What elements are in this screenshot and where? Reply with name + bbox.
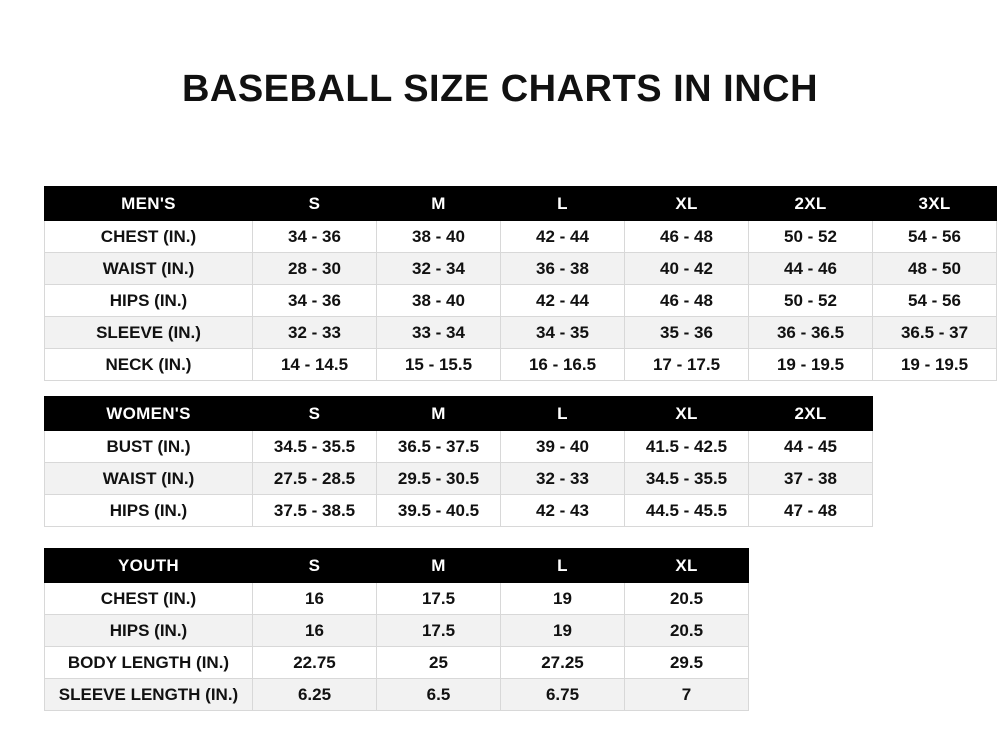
- cell: 46 - 48: [625, 285, 749, 317]
- cell: 38 - 40: [377, 221, 501, 253]
- cell: 19 - 19.5: [873, 349, 997, 381]
- column-header-s: S: [253, 187, 377, 221]
- cell: 6.75: [501, 679, 625, 711]
- youth-size-table: [44, 548, 749, 711]
- cell: 32 - 34: [377, 253, 501, 285]
- cell: 54 - 56: [873, 285, 997, 317]
- row-label: WAIST (IN.): [45, 463, 253, 495]
- column-header-m: M: [377, 549, 501, 583]
- table-row: [45, 317, 997, 349]
- cell: 50 - 52: [749, 285, 873, 317]
- cell: 16: [253, 615, 377, 647]
- mens-size-table-block: [44, 186, 997, 381]
- column-header-l: L: [501, 397, 625, 431]
- column-header-category: MEN'S: [45, 187, 253, 221]
- column-header-m: M: [377, 397, 501, 431]
- row-label: NECK (IN.): [45, 349, 253, 381]
- cell: 32 - 33: [253, 317, 377, 349]
- table-header-row: [45, 397, 873, 431]
- cell: 16: [253, 583, 377, 615]
- cell: 20.5: [625, 583, 749, 615]
- cell: 34.5 - 35.5: [253, 431, 377, 463]
- cell: 15 - 15.5: [377, 349, 501, 381]
- cell: 35 - 36: [625, 317, 749, 349]
- cell: 28 - 30: [253, 253, 377, 285]
- mens-size-table: [44, 186, 997, 381]
- row-label: CHEST (IN.): [45, 583, 253, 615]
- cell: 48 - 50: [873, 253, 997, 285]
- cell: 17.5: [377, 615, 501, 647]
- cell: 6.25: [253, 679, 377, 711]
- row-label: BODY LENGTH (IN.): [45, 647, 253, 679]
- column-header-xl: XL: [625, 187, 749, 221]
- table-row: [45, 679, 749, 711]
- table-row: [45, 495, 873, 527]
- column-header-2xl: 2XL: [749, 397, 873, 431]
- cell: 38 - 40: [377, 285, 501, 317]
- cell: 42 - 43: [501, 495, 625, 527]
- cell: 25: [377, 647, 501, 679]
- column-header-3xl: 3XL: [873, 187, 997, 221]
- column-header-l: L: [501, 549, 625, 583]
- cell: 27.5 - 28.5: [253, 463, 377, 495]
- table-row: [45, 253, 997, 285]
- cell: 54 - 56: [873, 221, 997, 253]
- cell: 17 - 17.5: [625, 349, 749, 381]
- column-header-m: M: [377, 187, 501, 221]
- cell: 42 - 44: [501, 285, 625, 317]
- column-header-xl: XL: [625, 549, 749, 583]
- table-row: [45, 583, 749, 615]
- table-row: [45, 647, 749, 679]
- cell: 6.5: [377, 679, 501, 711]
- cell: 19: [501, 615, 625, 647]
- cell: 19: [501, 583, 625, 615]
- table-row: [45, 285, 997, 317]
- cell: 33 - 34: [377, 317, 501, 349]
- cell: 44 - 45: [749, 431, 873, 463]
- cell: 32 - 33: [501, 463, 625, 495]
- row-label: SLEEVE (IN.): [45, 317, 253, 349]
- cell: 47 - 48: [749, 495, 873, 527]
- cell: 20.5: [625, 615, 749, 647]
- cell: 39.5 - 40.5: [377, 495, 501, 527]
- row-label: CHEST (IN.): [45, 221, 253, 253]
- cell: 36 - 38: [501, 253, 625, 285]
- cell: 39 - 40: [501, 431, 625, 463]
- table-header-row: [45, 549, 749, 583]
- column-header-l: L: [501, 187, 625, 221]
- row-label: HIPS (IN.): [45, 285, 253, 317]
- row-label: BUST (IN.): [45, 431, 253, 463]
- cell: 14 - 14.5: [253, 349, 377, 381]
- cell: 17.5: [377, 583, 501, 615]
- row-label: HIPS (IN.): [45, 615, 253, 647]
- table-row: [45, 349, 997, 381]
- cell: 34 - 36: [253, 285, 377, 317]
- row-label: WAIST (IN.): [45, 253, 253, 285]
- cell: 44.5 - 45.5: [625, 495, 749, 527]
- cell: 19 - 19.5: [749, 349, 873, 381]
- cell: 7: [625, 679, 749, 711]
- cell: 22.75: [253, 647, 377, 679]
- table-row: [45, 615, 749, 647]
- cell: 16 - 16.5: [501, 349, 625, 381]
- column-header-s: S: [253, 397, 377, 431]
- womens-size-table-block: [44, 396, 873, 527]
- cell: 36 - 36.5: [749, 317, 873, 349]
- cell: 41.5 - 42.5: [625, 431, 749, 463]
- womens-size-table: [44, 396, 873, 527]
- table-row: [45, 463, 873, 495]
- column-header-category: WOMEN'S: [45, 397, 253, 431]
- cell: 36.5 - 37: [873, 317, 997, 349]
- cell: 37 - 38: [749, 463, 873, 495]
- cell: 29.5: [625, 647, 749, 679]
- cell: 46 - 48: [625, 221, 749, 253]
- page-title: BASEBALL SIZE CHARTS IN INCH: [181, 68, 819, 110]
- row-label: SLEEVE LENGTH (IN.): [45, 679, 253, 711]
- cell: 42 - 44: [501, 221, 625, 253]
- cell: 36.5 - 37.5: [377, 431, 501, 463]
- column-header-xl: XL: [625, 397, 749, 431]
- table-header-row: [45, 187, 997, 221]
- youth-size-table-block: [44, 548, 749, 711]
- column-header-category: YOUTH: [45, 549, 253, 583]
- cell: 37.5 - 38.5: [253, 495, 377, 527]
- cell: 34.5 - 35.5: [625, 463, 749, 495]
- cell: 29.5 - 30.5: [377, 463, 501, 495]
- table-row: [45, 431, 873, 463]
- cell: 34 - 36: [253, 221, 377, 253]
- cell: 34 - 35: [501, 317, 625, 349]
- column-header-s: S: [253, 549, 377, 583]
- cell: 27.25: [501, 647, 625, 679]
- cell: 50 - 52: [749, 221, 873, 253]
- column-header-2xl: 2XL: [749, 187, 873, 221]
- cell: 40 - 42: [625, 253, 749, 285]
- row-label: HIPS (IN.): [45, 495, 253, 527]
- cell: 44 - 46: [749, 253, 873, 285]
- table-row: [45, 221, 997, 253]
